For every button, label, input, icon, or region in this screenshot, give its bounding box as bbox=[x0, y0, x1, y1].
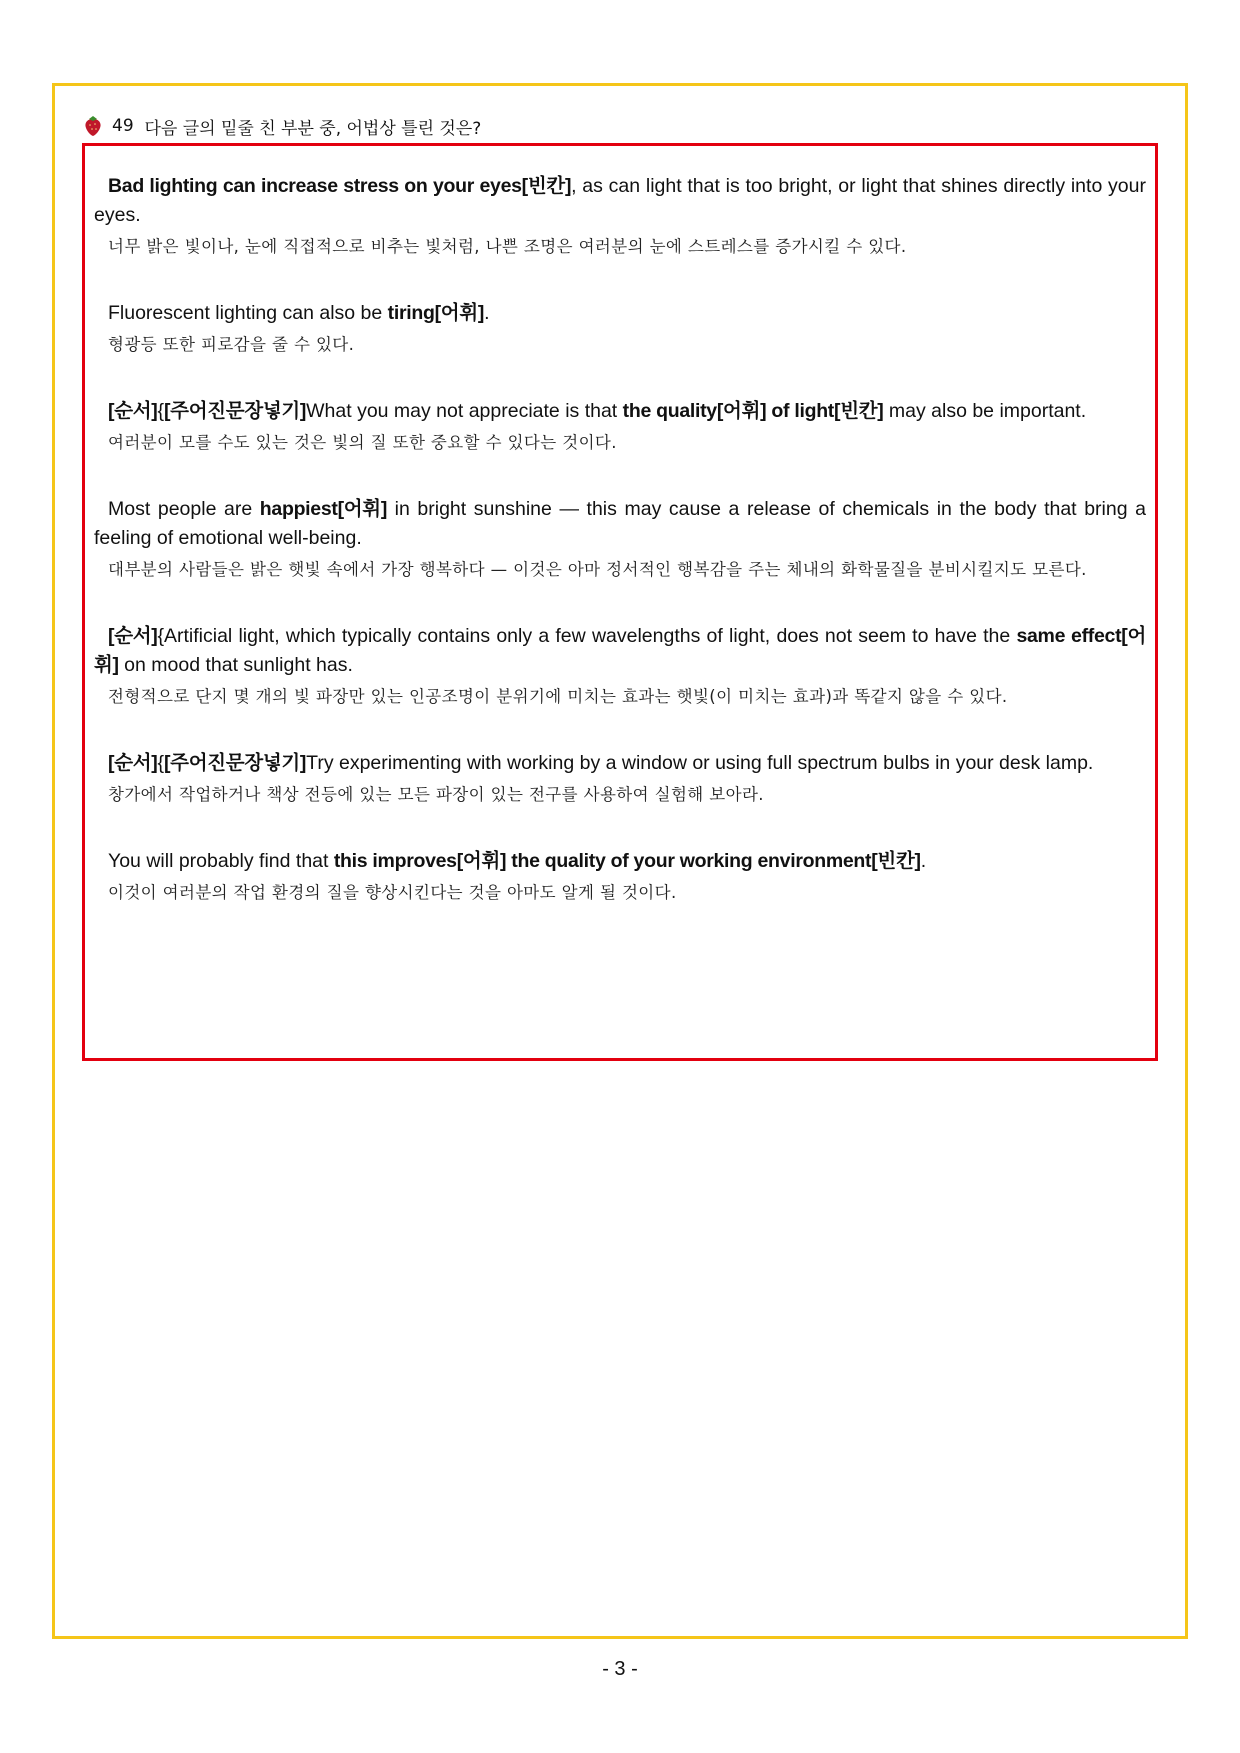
sentence-item bbox=[94, 397, 1146, 457]
sentence-segment: . bbox=[484, 302, 490, 324]
korean-translation: 대부분의 사람들은 밝은 햇빛 속에서 가장 행복하다 — 이것은 아마 정서적인 행복감을 주는 체내의 화학물질을 분비시킬지도 모른다. bbox=[108, 560, 1087, 579]
korean-translation: 이것이 여러분의 작업 환경의 질을 향상시킨다는 것을 아마도 알게 될 것이다. bbox=[108, 883, 677, 902]
sentence-segment: on mood that sunlight has. bbox=[118, 654, 353, 676]
sentence-item bbox=[94, 495, 1146, 584]
sentence-segment: [주어진문장넣기] bbox=[163, 752, 307, 774]
english-sentence bbox=[94, 172, 1146, 230]
sentence-segment: same effect[어휘] bbox=[94, 625, 1146, 676]
question-number: 49 bbox=[112, 116, 134, 136]
sentence-segment: What you may not appreciate is that bbox=[306, 400, 623, 422]
sentence-segment: { bbox=[157, 400, 164, 422]
sentence-segment: You will probably find that bbox=[108, 850, 334, 872]
sentence-segment: Most people are bbox=[108, 498, 260, 520]
sentence-item bbox=[94, 172, 1146, 261]
sentence-segment: , as can light that is too bright, or light that shines directly into your eyes. bbox=[94, 175, 1146, 226]
korean-translation: 형광등 또한 피로감을 줄 수 있다. bbox=[108, 335, 355, 354]
english-sentence bbox=[94, 299, 1146, 328]
sentence-segment: Fluorescent lighting can also be bbox=[108, 302, 388, 324]
sentence-segment: [주어진문장넣기] bbox=[163, 400, 307, 422]
sentence-segment: [순서] bbox=[108, 400, 158, 422]
sentence-segment: the quality[어휘] of light[빈칸] bbox=[622, 400, 884, 422]
korean-translation: 여러분이 모를 수도 있는 것은 빛의 질 또한 중요할 수 있다는 것이다. bbox=[108, 433, 617, 452]
sentence-segment: may also be important. bbox=[883, 400, 1087, 422]
sentence-segment: Try experimenting with working by a window or using full spectrum bulbs in your desk lamp. bbox=[306, 752, 1094, 774]
english-sentence bbox=[94, 622, 1146, 680]
english-sentence bbox=[94, 397, 1146, 426]
sentence-item bbox=[94, 622, 1146, 711]
question-text: 다음 글의 밑줄 친 부분 중, 어법상 틀린 것은? bbox=[144, 118, 482, 139]
korean-translation: 전형적으로 단지 몇 개의 빛 파장만 있는 인공조명이 분위기에 미치는 효과는 햇빛(이 미치는 효과)과 똑같지 않을 수 있다. bbox=[108, 687, 1008, 706]
korean-translation: 창가에서 작업하거나 책상 전등에 있는 모든 파장이 있는 전구를 사용하여 실험해 보아라. bbox=[108, 785, 764, 804]
english-sentence bbox=[94, 495, 1146, 553]
sentence-segment: . bbox=[920, 850, 927, 872]
passage-box bbox=[82, 143, 1158, 1061]
sentence-item bbox=[94, 299, 1146, 359]
korean-translation: 너무 밝은 빛이나, 눈에 직접적으로 비추는 빛처럼, 나쁜 조명은 여러분의 눈에 스트레스를 증가시킬 수 있다. bbox=[108, 237, 907, 256]
sentence-segment: [순서] bbox=[108, 752, 158, 774]
sentence-item bbox=[94, 749, 1146, 809]
sentence-segment: {Artificial light, which typically contains only a few wavelengths of light, does not seem to have the bbox=[157, 625, 1017, 647]
question-header bbox=[84, 112, 481, 140]
sentence-segment: in bright sunshine — this may cause a release of chemicals in the body that bring a feeling of emotional well-being. bbox=[94, 498, 1146, 549]
sentence-segment: [순서] bbox=[108, 625, 158, 647]
sentence-segment: happiest[어휘] bbox=[259, 498, 388, 520]
sentence-segment: { bbox=[157, 752, 164, 774]
page-number: - 3 - bbox=[602, 1658, 638, 1680]
sentence-segment: Bad lighting can increase stress on your eyes[빈칸] bbox=[108, 175, 572, 197]
sentence-item bbox=[94, 847, 1146, 907]
strawberry-icon bbox=[84, 115, 102, 137]
english-sentence bbox=[94, 847, 1146, 876]
sentence-segment: this improves[어휘] the quality of your working environment[빈칸] bbox=[333, 850, 921, 872]
sentence-segment: tiring[어휘] bbox=[387, 302, 485, 324]
english-sentence bbox=[94, 749, 1146, 778]
